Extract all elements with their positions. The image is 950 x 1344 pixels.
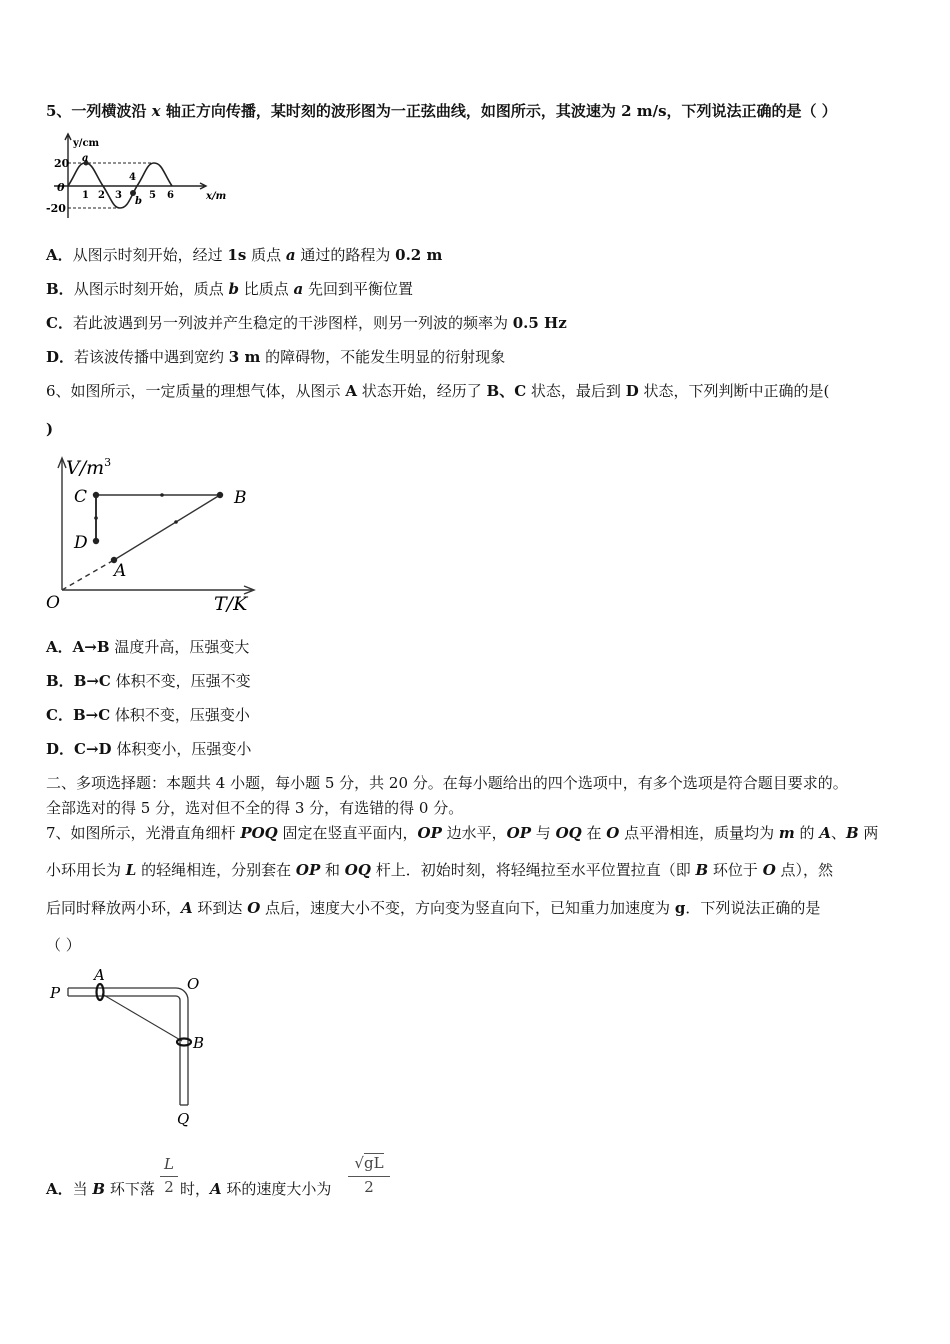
label-p: P bbox=[50, 984, 61, 1002]
origin-label: 0 bbox=[57, 181, 65, 194]
label-a: A bbox=[94, 966, 105, 984]
x-tick-3-label: 3 bbox=[115, 190, 122, 201]
q5-wave-figure bbox=[40, 130, 227, 222]
x-tick-4-label: 4 bbox=[129, 172, 136, 183]
q7-rod-figure bbox=[40, 965, 220, 1130]
section2-heading-line1: 二、多项选择题：本题共 4 小题，每小题 5 分，共 20 分。在每小题给出的四个选项中，有多个选项是符合题目要求的。 bbox=[46, 774, 848, 792]
y-top-label: 20 bbox=[54, 157, 70, 170]
section2-heading-line2: 全部选对的得 5 分，选对但不全的得 3 分，有选错的得 0 分。 bbox=[46, 799, 464, 817]
label-b: B bbox=[193, 1034, 205, 1052]
q6-stem-close: ) bbox=[46, 420, 54, 438]
fraction-sqrt-gl-over-2: $\frac{√gL}{2}$ bbox=[348, 1152, 390, 1197]
ab-direction-mark bbox=[174, 520, 178, 524]
label-o: O bbox=[187, 975, 200, 993]
q6-option-a[interactable]: A．A→B 温度升高，压强变大 bbox=[46, 638, 250, 656]
q6-stem: 6、如图所示，一定质量的理想气体，从图示 A 状态开始，经历了 B、C 状态，最后到 D 状态，下列判断中正确的是( bbox=[46, 382, 830, 400]
q5-option-a[interactable]: A．从图示时刻开始，经过 1s 质点 a 通过的路程为 0.2 m bbox=[46, 246, 443, 264]
y-bottom-label: -20 bbox=[46, 202, 66, 215]
fraction-l-over-2: $\frac{L}{2}$ bbox=[160, 1154, 178, 1197]
state-c-dot bbox=[93, 492, 99, 498]
y-label: y/cm bbox=[73, 138, 100, 149]
v-axis-label: $V/m^3$ bbox=[66, 456, 112, 479]
q6-option-c[interactable]: C．B→C 体积不变，压强变小 bbox=[46, 706, 250, 724]
state-d-label: D bbox=[74, 533, 88, 553]
x-tick-1-label: 1 bbox=[82, 190, 89, 201]
state-d-dot bbox=[93, 538, 99, 544]
point-b-label: b bbox=[135, 196, 142, 207]
x-tick-2-label: 2 bbox=[98, 190, 105, 201]
q6-option-d[interactable]: D．C→D 体积变小，压强变小 bbox=[46, 740, 252, 758]
q7-stem-line2: 小环用长为 L 的轻绳相连，分别套在 OP 和 OQ 杆上．初始时刻，将轻绳拉至水平位置拉直（即 B 环位于 O 点），然 bbox=[46, 861, 834, 879]
ring-b bbox=[177, 1039, 191, 1046]
x-tick-5-label: 5 bbox=[149, 190, 156, 201]
x-tick-6-label: 6 bbox=[167, 190, 174, 201]
label-q: Q bbox=[177, 1110, 190, 1128]
q5-option-d[interactable]: D．若该波传播中遇到宽约 3 m 的障碍物，不能发生明显的衍射现象 bbox=[46, 348, 506, 366]
state-a-label: A bbox=[114, 561, 127, 581]
sqrt-sign-icon: √ bbox=[354, 1154, 364, 1172]
q6-vt-figure bbox=[40, 452, 270, 620]
q6-option-b[interactable]: B．B→C 体积不变，压强不变 bbox=[46, 672, 251, 690]
point-a-label: a bbox=[82, 153, 89, 164]
state-c-label: C bbox=[74, 487, 88, 507]
origin-label: O bbox=[46, 593, 60, 613]
bc-direction-mark bbox=[160, 493, 164, 497]
state-b-label: B bbox=[234, 488, 247, 508]
line-a-b bbox=[114, 495, 220, 560]
q7-stem-line3: 后同时释放两小环，A 环到达 O 点后，速度大小不变，方向变为竖直向下，已知重力加速度为 g．下列说法正确的是 bbox=[46, 899, 821, 917]
origin-to-a-dashed bbox=[62, 560, 114, 590]
x-label: x/m bbox=[206, 191, 227, 202]
t-axis-label: T/K bbox=[214, 593, 248, 615]
q7-stem-line1: 7、如图所示，光滑直角细杆 POQ 固定在竖直平面内，OP 边水平，OP 与 OQ 在 O 点平滑相连，质量均为 m 的 A、B 两 bbox=[46, 824, 879, 842]
q5-option-b[interactable]: B．从图示时刻开始，质点 b 比质点 a 先回到平衡位置 bbox=[46, 280, 414, 298]
ring-a bbox=[97, 984, 104, 1000]
q5-stem: 5、一列横波沿 x 轴正方向传播，某时刻的波形图为一正弦曲线，如图所示，其波速为 2 m/s，下列说法正确的是（ ） bbox=[46, 102, 837, 120]
rod-bend-inner bbox=[176, 996, 180, 1000]
cd-direction-mark bbox=[94, 516, 98, 520]
state-b-dot bbox=[217, 492, 223, 498]
q5-option-c[interactable]: C．若此波遇到另一列波并产生稳定的干涉图样，则另一列波的频率为 0.5 Hz bbox=[46, 314, 567, 332]
light-rope bbox=[102, 994, 182, 1041]
q7-stem-line4: （ ） bbox=[46, 936, 81, 954]
